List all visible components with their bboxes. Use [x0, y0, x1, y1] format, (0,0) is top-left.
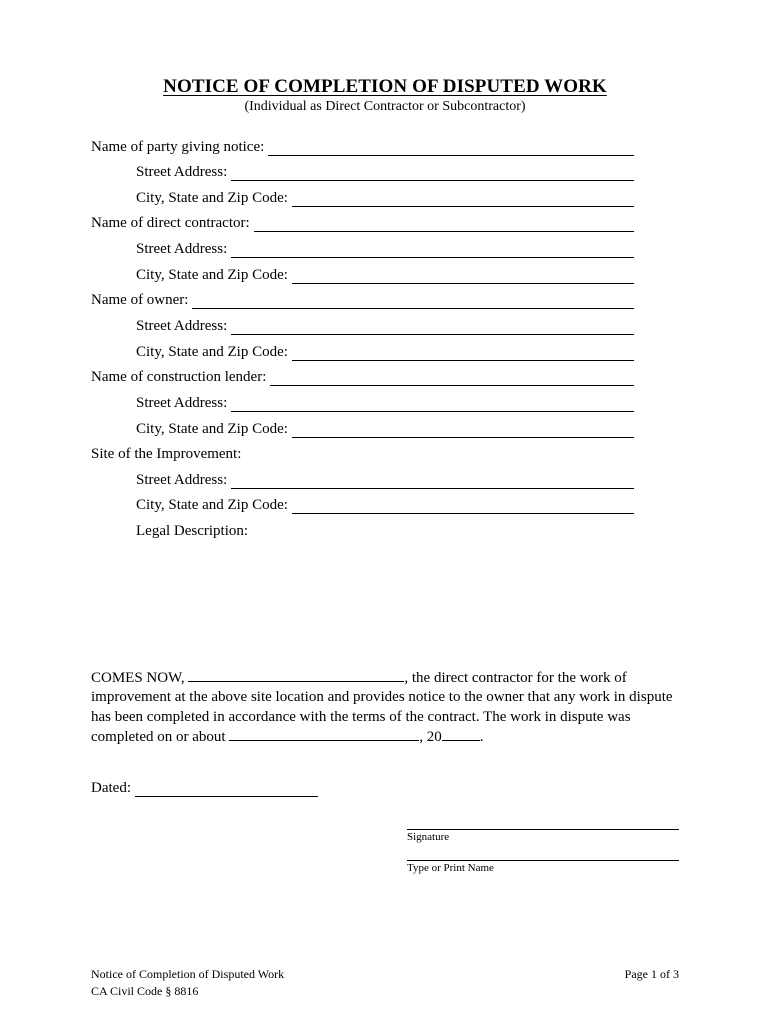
declaration-line-1	[91, 668, 691, 688]
dated-label: Dated:	[91, 780, 131, 796]
direct-contractor-name-label: Name of direct contractor:	[91, 215, 250, 231]
owner-street-field	[136, 315, 634, 335]
year-prefix-text: , 20	[419, 728, 442, 745]
owner-city-label: City, State and Zip Code:	[136, 344, 288, 360]
lender-city-field	[136, 418, 634, 438]
lender-name-input-line[interactable]	[270, 370, 634, 386]
direct-contractor-text: , the direct contractor for the work of	[404, 670, 627, 686]
legal-description-label: Legal Description:	[136, 523, 249, 539]
year-blank[interactable]	[442, 727, 480, 741]
dated-field	[91, 777, 318, 797]
lender-street-field	[136, 392, 634, 412]
party-city-input-line[interactable]	[292, 191, 634, 207]
direct-contractor-city-field	[136, 264, 634, 284]
owner-street-input-line[interactable]	[231, 319, 634, 335]
site-heading	[91, 443, 634, 463]
owner-street-label: Street Address:	[136, 318, 228, 334]
site-street-input-line[interactable]	[231, 473, 634, 489]
comes-now-text: COMES NOW,	[91, 670, 185, 686]
party-city-label: City, State and Zip Code:	[136, 190, 288, 206]
party-street-field	[136, 161, 634, 181]
lender-city-input-line[interactable]	[292, 422, 634, 438]
direct-contractor-street-field	[136, 238, 634, 258]
declaration-line-2: improvement at the above site location and provides notice to the owner that any work in dispute	[91, 689, 673, 706]
owner-name-label: Name of owner:	[91, 292, 189, 308]
direct-contractor-name-field	[91, 212, 634, 232]
site-heading-label: Site of the Improvement:	[91, 446, 242, 462]
direct-contractor-street-label: Street Address:	[136, 241, 228, 257]
party-street-label: Street Address:	[136, 164, 228, 180]
site-city-field	[136, 494, 634, 514]
dated-input-line[interactable]	[135, 781, 318, 797]
site-street-label: Street Address:	[136, 472, 228, 488]
completion-date-blank[interactable]	[229, 727, 419, 741]
document-subtitle: (Individual as Direct Contractor or Subcontractor)	[244, 99, 526, 114]
completed-on-text: completed on or about	[91, 728, 226, 745]
party-street-input-line[interactable]	[231, 165, 634, 181]
footer-left	[91, 966, 284, 1000]
site-city-input-line[interactable]	[292, 498, 634, 514]
document-title: NOTICE OF COMPLETION OF DISPUTED WORK	[163, 76, 607, 97]
lender-street-input-line[interactable]	[231, 396, 634, 412]
page-number: Page 1 of 3	[624, 967, 679, 981]
direct-contractor-city-label: City, State and Zip Code:	[136, 267, 288, 283]
footer-civil-code: CA Civil Code § 8816	[91, 984, 199, 998]
owner-city-field	[136, 341, 634, 361]
owner-city-input-line[interactable]	[292, 345, 634, 361]
print-name-label: Type or Print Name	[407, 862, 494, 874]
site-city-label: City, State and Zip Code:	[136, 497, 288, 513]
owner-name-input-line[interactable]	[192, 293, 634, 309]
footer-right	[625, 966, 679, 983]
site-street-field	[136, 469, 634, 489]
direct-contractor-street-input-line[interactable]	[231, 242, 634, 258]
direct-contractor-city-input-line[interactable]	[292, 268, 634, 284]
print-name-line[interactable]	[407, 860, 679, 861]
declaration-line-4	[91, 727, 691, 747]
footer-document-name: Notice of Completion of Disputed Work	[91, 967, 285, 981]
lender-city-label: City, State and Zip Code:	[136, 421, 288, 437]
signature-label: Signature	[407, 831, 450, 843]
signature-line[interactable]	[407, 829, 679, 830]
lender-name-label: Name of construction lender:	[91, 369, 267, 385]
declaration-paragraph	[91, 668, 691, 747]
contractor-name-blank[interactable]	[188, 668, 404, 682]
line-end-period: .	[479, 728, 484, 745]
party-name-label: Name of party giving notice:	[91, 139, 265, 155]
lender-street-label: Street Address:	[136, 395, 228, 411]
owner-name-field	[91, 289, 634, 309]
lender-name-field	[91, 366, 634, 386]
direct-contractor-name-input-line[interactable]	[254, 216, 634, 232]
legal-description-field	[136, 520, 634, 540]
party-city-field	[136, 187, 634, 207]
party-name-field	[91, 136, 634, 156]
declaration-line-3: has been completed in accordance with the terms of the contract. The work in dispute was	[91, 708, 631, 725]
party-name-input-line[interactable]	[268, 140, 634, 156]
